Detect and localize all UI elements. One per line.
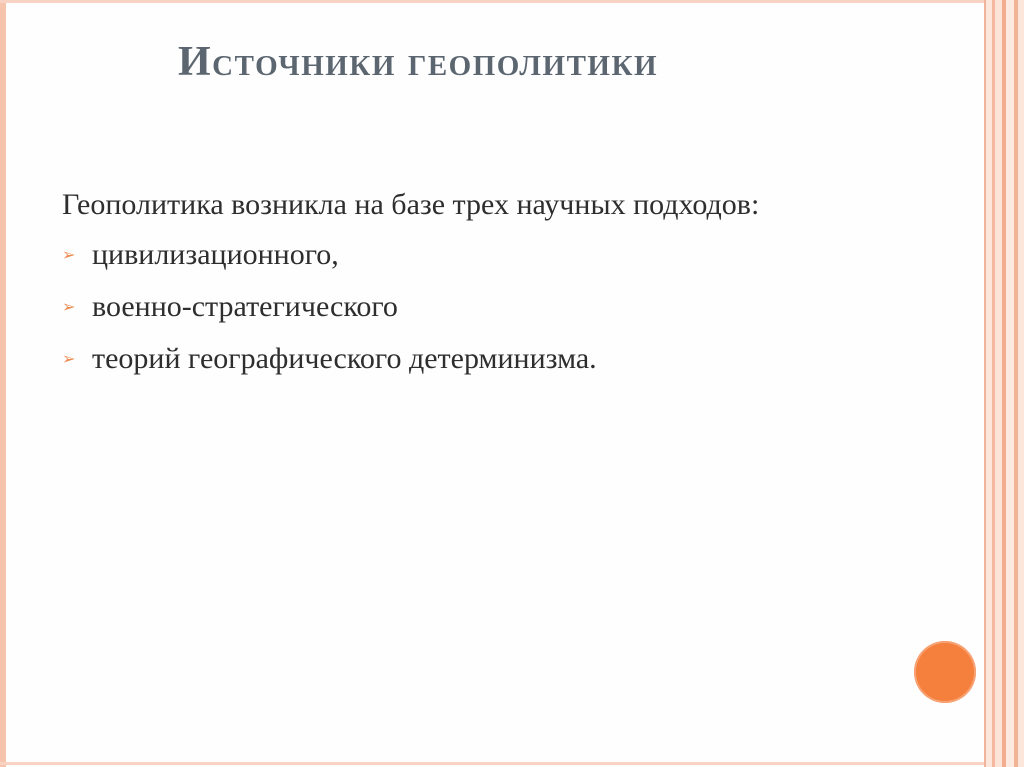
chevron-right-icon: ➢ bbox=[62, 349, 76, 368]
right-stripe bbox=[1018, 0, 1024, 767]
chevron-right-icon: ➢ bbox=[62, 245, 76, 264]
list-item bbox=[62, 338, 882, 380]
top-border-line bbox=[0, 0, 985, 3]
bottom-border-line bbox=[0, 762, 985, 765]
right-stripe bbox=[995, 0, 1002, 767]
intro-text: Геополитика возникла на базе трех научных подходов: bbox=[62, 188, 760, 221]
bullet-list bbox=[62, 234, 882, 380]
list-item bbox=[62, 286, 882, 328]
right-stripe bbox=[1006, 0, 1014, 767]
list-item bbox=[62, 234, 882, 276]
orange-circle-decoration bbox=[914, 641, 976, 703]
chevron-right-icon: ➢ bbox=[62, 297, 76, 316]
slide-content bbox=[62, 184, 882, 390]
bullet-text: цивилизационного, bbox=[92, 238, 339, 271]
left-border bbox=[0, 0, 6, 767]
bullet-text: теорий географического детерминизма. bbox=[92, 342, 597, 375]
bullet-text: военно-стратегического bbox=[92, 290, 398, 323]
slide-title: Источники геополитики bbox=[178, 39, 659, 85]
